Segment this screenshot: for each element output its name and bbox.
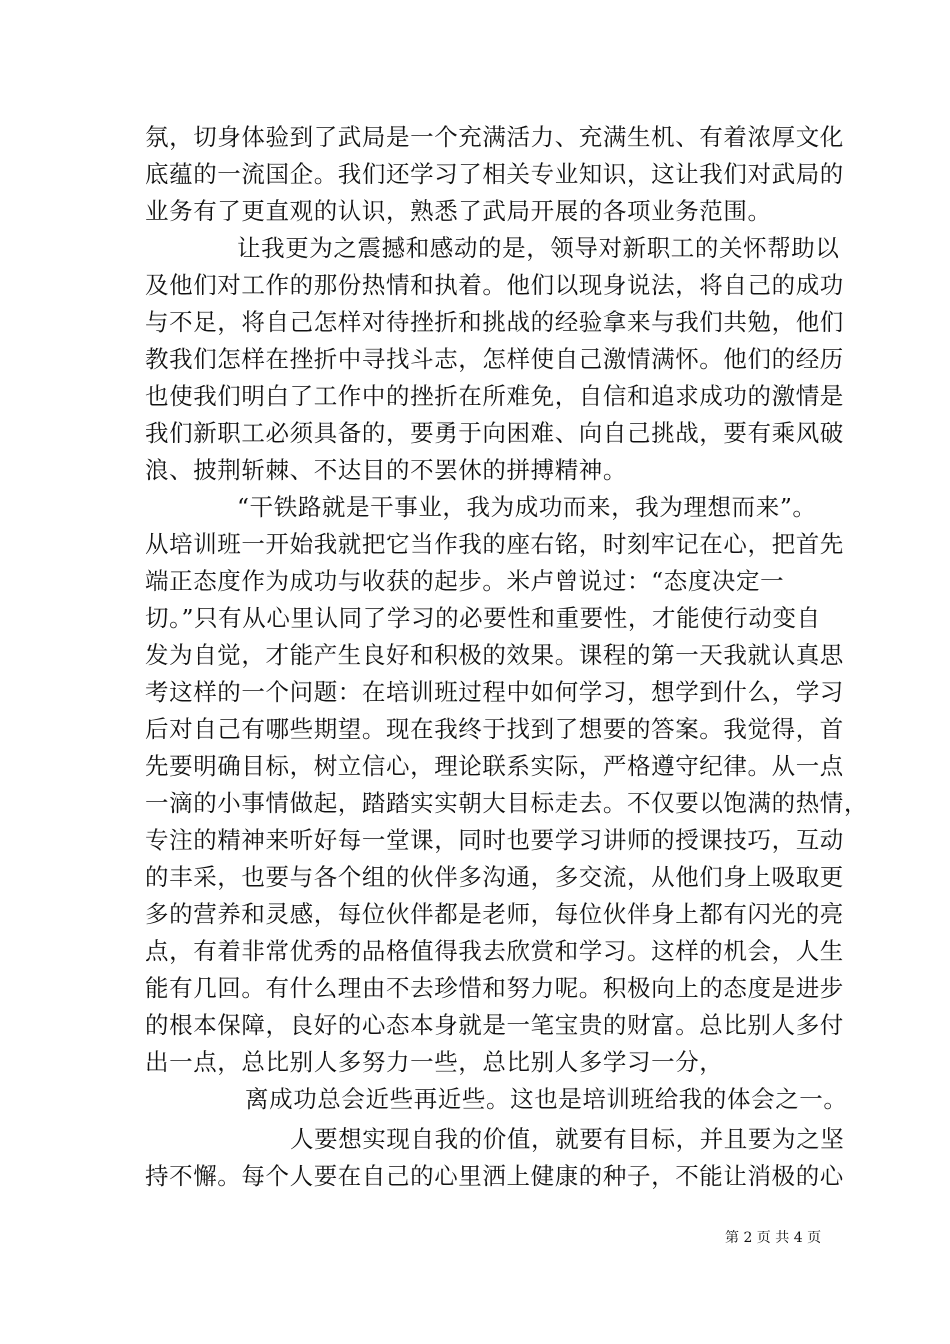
text-line: 端正态度作为成功与收获的起步。米卢曾说过：“态度决定一 <box>145 567 785 595</box>
text-line: 与不足，将自己怎样对待挫折和挑战的经验拿来与我们共勉，他们 <box>145 308 844 336</box>
paragraph-start-line: 人要想实现自我的价值，就要有目标，并且要为之坚 <box>290 1125 845 1153</box>
text-line: 的丰采，也要与各个组的伙伴多沟通，多交流，从他们身上吸取更 <box>145 863 844 891</box>
text-line: 后对自己有哪些期望。现在我终于找到了想要的答案。我觉得，首 <box>145 715 844 743</box>
text-line: 先要明确目标，树立信心，理论联系实际，严格遵守纪律。从一点 <box>145 752 844 780</box>
text-line: 的根本保障，良好的心态本身就是一笔宝贵的财富。总比别人多付 <box>145 1011 844 1039</box>
text-line: 专注的精神来听好每一堂课，同时也要学习讲师的授课技巧，互动 <box>145 826 844 854</box>
text-line: 浪、披荆斩棘、不达目的不罢休的拼搏精神。 <box>145 456 627 484</box>
text-line: 底蕴的一流国企。我们还学习了相关专业知识，这让我们对武局的 <box>145 160 844 188</box>
text-line: 能有几回。有什么理由不去珍惜和努力呢。积极向上的态度是进步 <box>145 974 844 1002</box>
paragraph-start-line: 让我更为之震撼和感动的是，领导对新职工的关怀帮助以 <box>237 234 840 262</box>
text-line: 教我们怎样在挫折中寻找斗志，怎样使自己激情满怀。他们的经历 <box>145 345 844 373</box>
text-line: 切。”只有从心里认同了学习的必要性和重要性，才能使行动变自 <box>145 604 821 632</box>
text-line: 及他们对工作的那份热情和执着。他们以现身说法，将自己的成功 <box>145 271 844 299</box>
indented-line: 离成功总会近些再近些。这也是培训班给我的体会之一。 <box>245 1085 848 1113</box>
text-line: 持不懈。每个人要在自己的心里洒上健康的种子，不能让消极的心 <box>145 1162 844 1190</box>
text-line: 点，有着非常优秀的品格值得我去欣赏和学习。这样的机会，人生 <box>145 937 844 965</box>
text-line: 多的营养和灵感，每位伙伴都是老师，每位伙伴身上都有闪光的亮 <box>145 900 844 928</box>
text-line: 发为自觉，才能产生良好和积极的效果。课程的第一天我就认真思 <box>145 641 844 669</box>
text-line: 从培训班一开始我就把它当作我的座右铭，时刻牢记在心，把首先 <box>145 530 844 558</box>
text-line: 一滴的小事情做起，踏踏实实朝大目标走去。不仅要以饱满的热情， <box>145 789 868 817</box>
text-line: 我们新职工必须具备的，要勇于向困难、向自己挑战，要有乘风破 <box>145 419 844 447</box>
text-line: 考这样的一个问题：在培训班过程中如何学习，想学到什么，学习 <box>145 678 844 706</box>
page-number-footer: 第 2 页 共 4 页 <box>725 1230 822 1246</box>
paragraph-start-line: “干铁路就是干事业，我为成功而来，我为理想而来”。 <box>237 493 817 521</box>
text-line: 也使我们明白了工作中的挫折在所难免，自信和追求成功的激情是 <box>145 382 844 410</box>
text-line: 出一点，总比别人多努力一些，总比别人多学习一分， <box>145 1048 724 1076</box>
text-line: 业务有了更直观的认识，熟悉了武局开展的各项业务范围。 <box>145 197 772 225</box>
text-line: 氛，切身体验到了武局是一个充满活力、充满生机、有着浓厚文化 <box>145 123 844 151</box>
